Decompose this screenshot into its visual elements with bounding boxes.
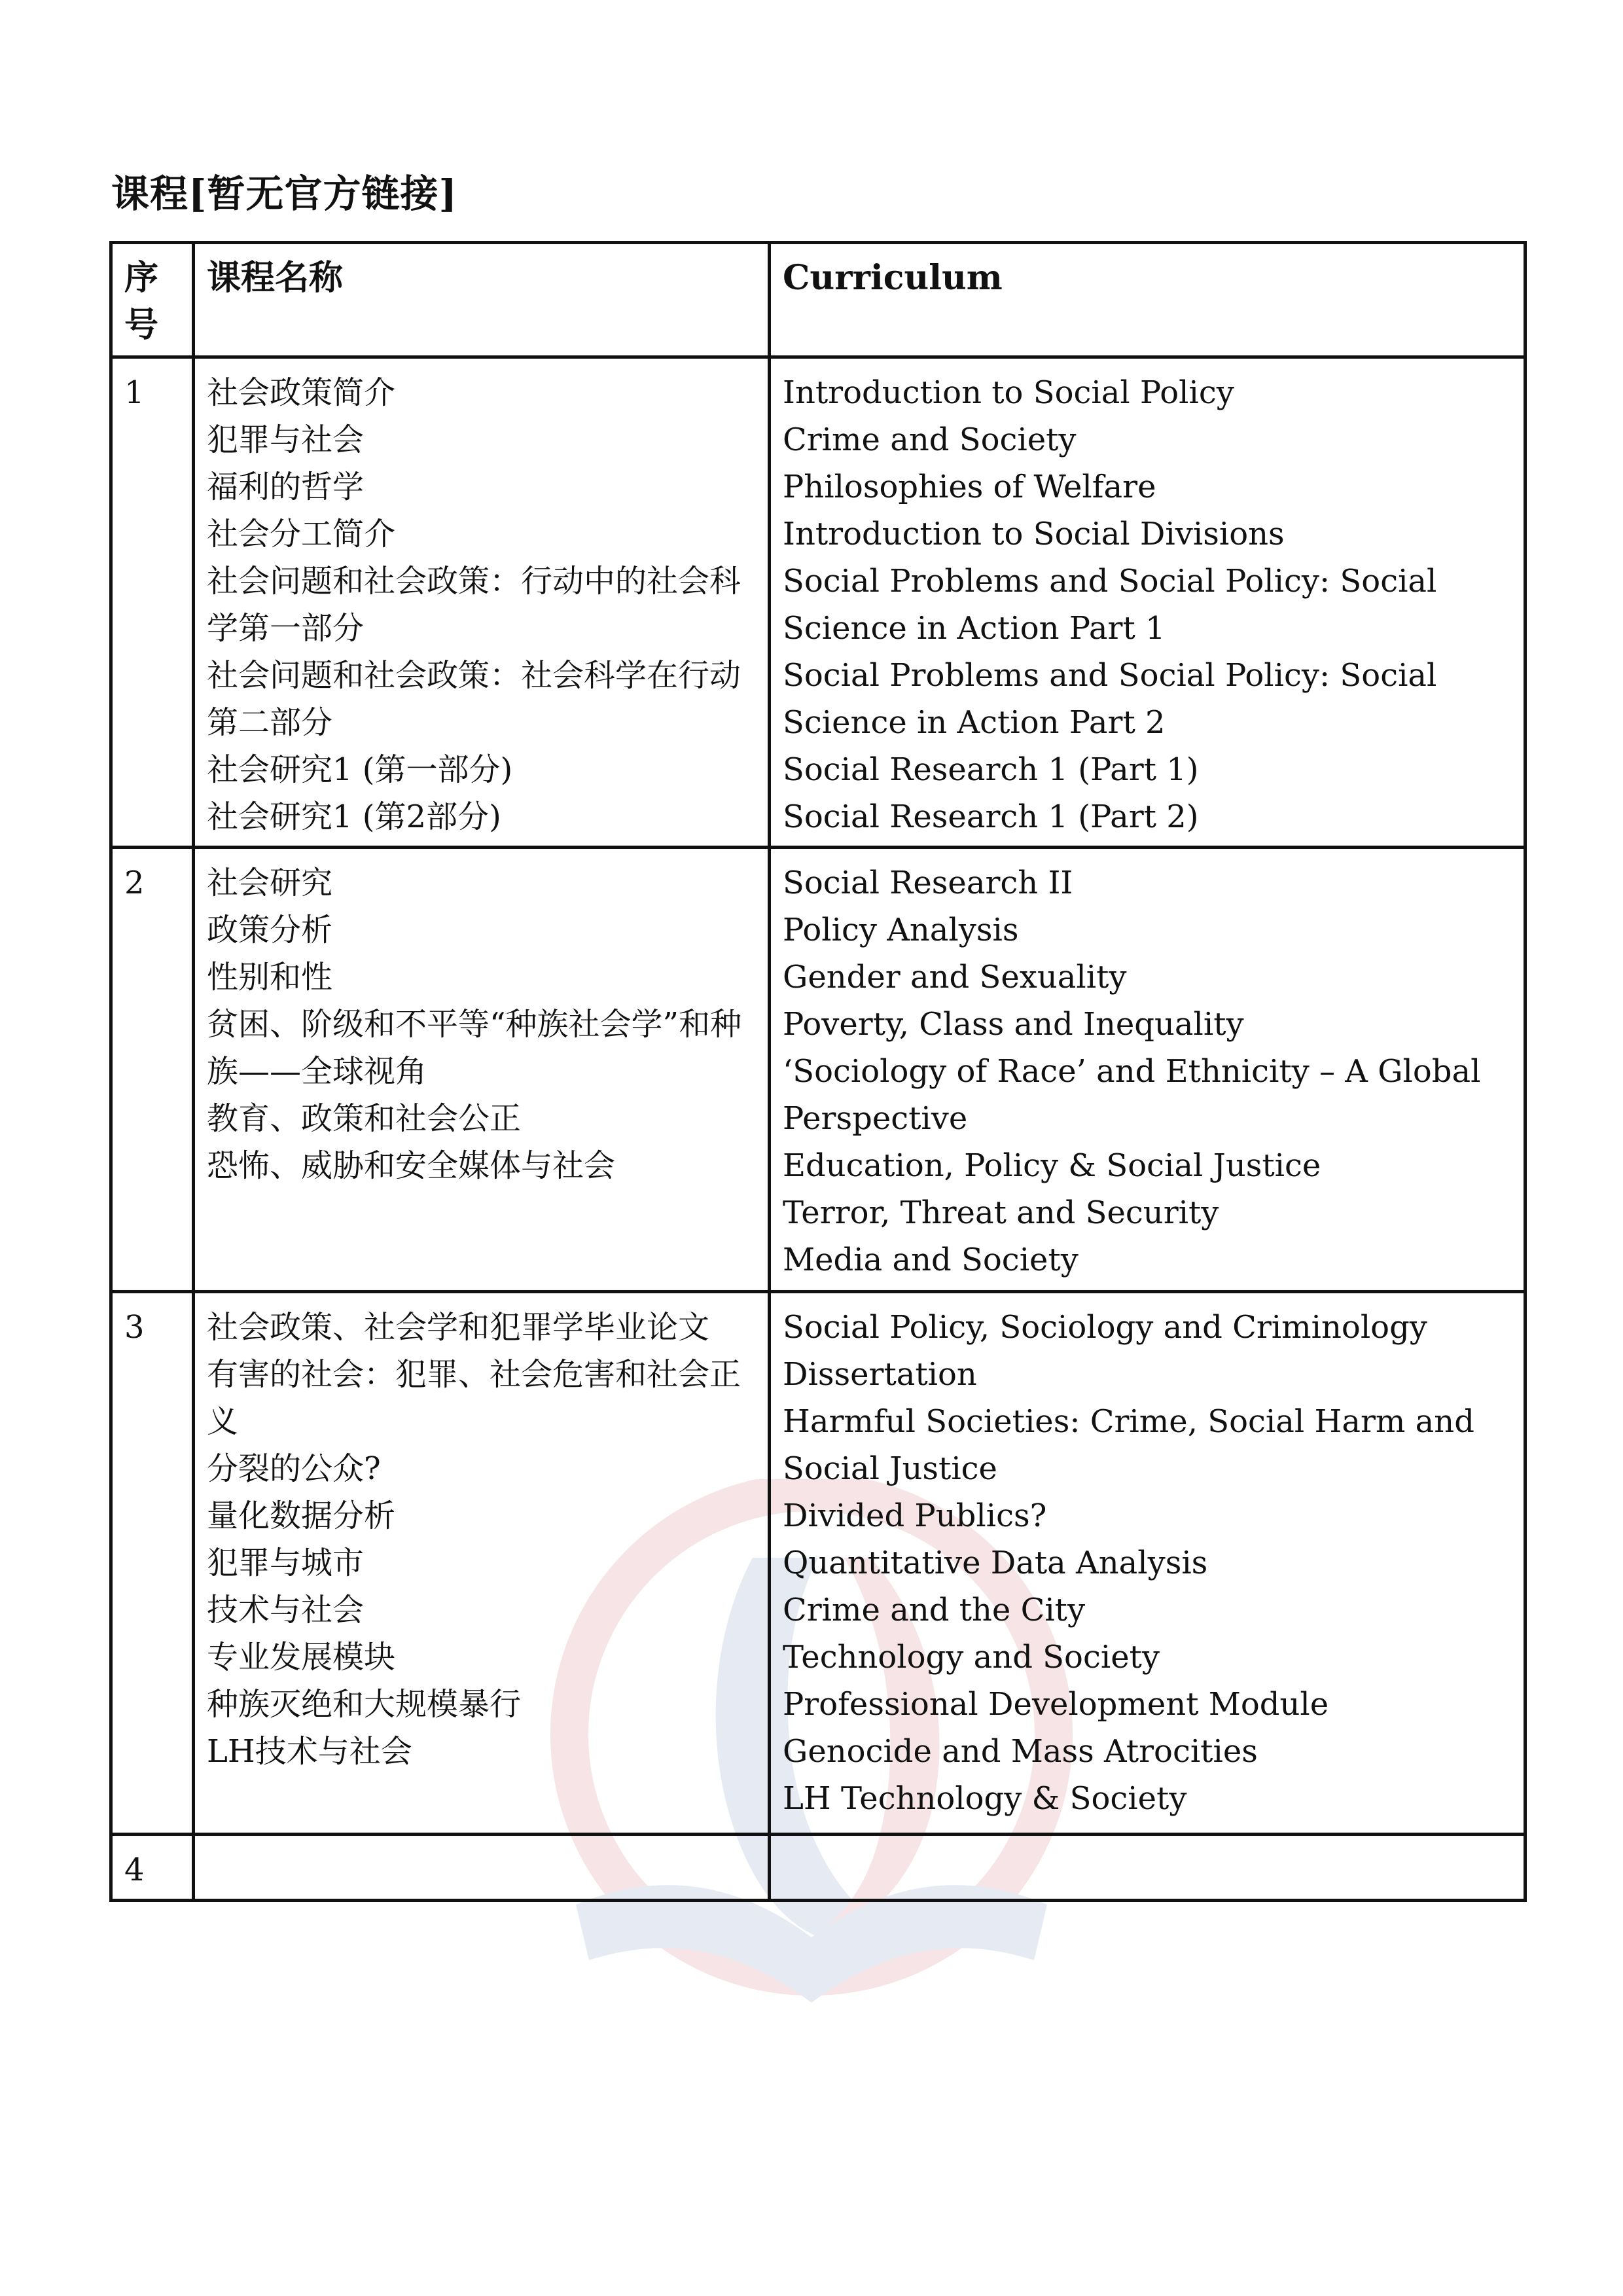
course-name-cn: 福利的哲学 (207, 469, 365, 505)
row-number: 2 (111, 848, 194, 1292)
course-name-cn: 量化数据分析 (207, 1498, 396, 1534)
course-name-en: Divided Publics? (783, 1498, 1047, 1534)
course-name-en: Crime and Society (783, 422, 1077, 458)
table-header-row (111, 243, 1525, 357)
table-row (111, 1835, 1525, 1901)
course-name-cn: 政策分析 (207, 912, 333, 948)
curriculum-en-cell (770, 357, 1525, 848)
curriculum-en-cell (770, 1835, 1525, 1901)
table-row (111, 1292, 1525, 1835)
course-name-cn: 社会问题和社会政策：社会科学在行动第二部分 (207, 657, 741, 741)
course-name-en: Crime and the City (783, 1592, 1086, 1628)
course-name-cn-cell (194, 357, 770, 848)
course-name-en: Social Research 1 (Part 1) (783, 751, 1199, 788)
course-name-en: Policy Analysis (783, 912, 1019, 948)
curriculum-en-cell (770, 1292, 1525, 1835)
row-number: 3 (111, 1292, 194, 1835)
row-number: 4 (111, 1835, 194, 1901)
course-name-en: Social Problems and Social Policy: Social Science in Action Part 1 (783, 563, 1447, 647)
course-name-cn: 恐怖、威胁和安全媒体与社会 (207, 1147, 616, 1184)
header-curriculum: Curriculum (770, 243, 1525, 357)
course-name-cn: 社会研究 (207, 865, 333, 901)
header-course-name: 课程名称 (194, 243, 770, 357)
course-name-en: Quantitative Data Analysis (783, 1545, 1208, 1581)
table-row (111, 357, 1525, 848)
course-name-en: Introduction to Social Divisions (783, 516, 1285, 552)
course-name-cn-cell (194, 1292, 770, 1835)
course-name-cn-cell (194, 848, 770, 1292)
course-name-en: Education, Policy & Social Justice (783, 1147, 1321, 1184)
course-name-cn: 社会研究1 (第2部分) (207, 798, 501, 835)
course-name-cn: 犯罪与城市 (207, 1545, 365, 1581)
table-row (111, 848, 1525, 1292)
page-title: 课程[暂无官方链接] (111, 171, 457, 216)
course-name-cn: 犯罪与社会 (207, 422, 365, 458)
course-name-cn: 种族灭绝和大规模暴行 (207, 1686, 522, 1723)
course-name-cn: LH技术与社会 (207, 1733, 412, 1770)
course-name-en: Social Research II (783, 865, 1073, 901)
course-name-cn: 有害的社会：犯罪、社会危害和社会正义 (207, 1356, 741, 1440)
course-name-en: Social Research 1 (Part 2) (783, 798, 1199, 835)
course-name-en: ‘Sociology of Race’ and Ethnicity – A Global Perspective (783, 1053, 1491, 1137)
curriculum-table (109, 241, 1527, 1902)
header-number: 序号 (111, 243, 194, 357)
course-name-cn: 贫困、阶级和不平等“种族社会学”和种族——全球视角 (207, 1006, 742, 1090)
course-name-cn: 社会政策、社会学和犯罪学毕业论文 (207, 1309, 710, 1346)
course-name-en: Terror, Threat and Security (783, 1194, 1219, 1231)
course-name-cn: 专业发展模块 (207, 1639, 396, 1676)
course-name-en: Poverty, Class and Inequality (783, 1006, 1244, 1043)
course-name-cn: 技术与社会 (207, 1592, 365, 1628)
course-name-cn: 性别和性 (207, 959, 333, 996)
course-name-cn: 分裂的公众? (207, 1450, 381, 1487)
course-name-en: Gender and Sexuality (783, 959, 1127, 996)
curriculum-en-cell (770, 848, 1525, 1292)
course-name-en: Social Policy, Sociology and Criminology Dissertation (783, 1309, 1438, 1393)
course-name-cn: 社会问题和社会政策：行动中的社会科学第一部分 (207, 563, 741, 647)
course-name-cn-cell (194, 1835, 770, 1901)
row-number: 1 (111, 357, 194, 848)
course-name-cn: 社会研究1 (第一部分) (207, 751, 513, 788)
course-name-en: Media and Society (783, 1242, 1079, 1278)
course-name-en: Social Problems and Social Policy: Social Science in Action Part 2 (783, 657, 1447, 741)
course-name-en: Philosophies of Welfare (783, 469, 1156, 505)
course-name-en: Technology and Society (783, 1639, 1160, 1676)
course-name-en: Introduction to Social Policy (783, 374, 1234, 411)
course-name-en: Professional Development Module (783, 1686, 1329, 1723)
course-name-cn: 教育、政策和社会公正 (207, 1100, 522, 1137)
course-name-en: Harmful Societies: Crime, Social Harm and Social Justice (783, 1403, 1485, 1487)
course-name-en: Genocide and Mass Atrocities (783, 1733, 1258, 1770)
course-name-en: LH Technology & Society (783, 1780, 1187, 1817)
course-name-cn: 社会分工简介 (207, 516, 396, 552)
course-name-cn: 社会政策简介 (207, 374, 396, 411)
